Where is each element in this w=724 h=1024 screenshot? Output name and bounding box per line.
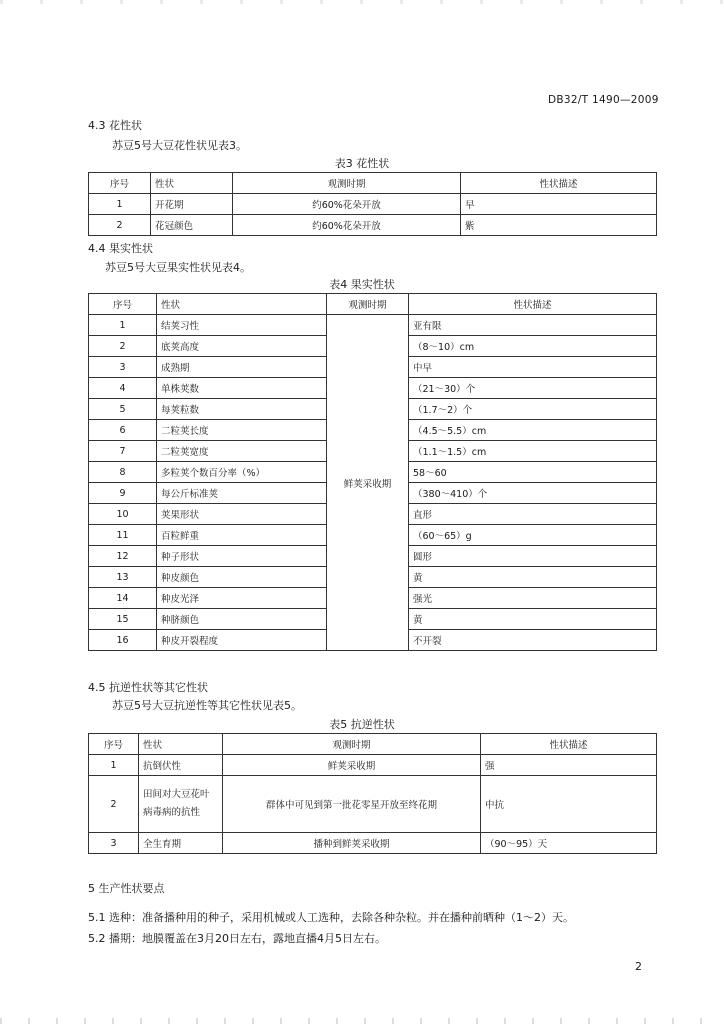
cell-period-merged: 鲜荚采收期 (327, 315, 409, 651)
cell-desc: （90～95）天 (481, 833, 657, 854)
cell-trait: 底荚高度 (157, 336, 327, 357)
cell-no: 3 (89, 833, 139, 854)
header-no: 序号 (89, 734, 139, 755)
cell-no: 1 (89, 755, 139, 776)
cell-desc: 中早 (409, 357, 657, 378)
cell-trait: 全生育期 (139, 833, 223, 854)
cell-trait: 开花期 (151, 194, 233, 215)
cell-no: 2 (89, 776, 139, 833)
table-row (89, 215, 657, 236)
paragraph-5-2: 5.2 播期：地膜覆盖在3月20日左右，露地直播4月5日左右。 (88, 932, 386, 945)
cell-no: 13 (89, 567, 157, 588)
header-desc: 性状描述 (461, 173, 657, 194)
cell-desc: 中抗 (481, 776, 657, 833)
cell-desc: 早 (461, 194, 657, 215)
scan-edge-top (0, 0, 724, 4)
cell-trait: 种子形状 (157, 546, 327, 567)
cell-trait: 每荚粒数 (157, 399, 327, 420)
cell-desc: （1.7～2）个 (409, 399, 657, 420)
header-trait: 性状 (157, 294, 327, 315)
cell-trait: 结荚习性 (157, 315, 327, 336)
cell-trait: 抗倒伏性 (139, 755, 223, 776)
cell-trait: 花冠颜色 (151, 215, 233, 236)
cell-no: 9 (89, 483, 157, 504)
header-no: 序号 (89, 294, 157, 315)
table-5-caption: 表5 抗逆性状 (329, 718, 395, 731)
table-header-row (89, 294, 657, 315)
cell-desc: （60～65）g (409, 525, 657, 546)
table-3-caption: 表3 花性状 (334, 157, 390, 170)
section-5-heading: 5 生产性状要点 (88, 882, 165, 895)
table-row (89, 833, 657, 854)
cell-desc: （1.1～1.5）cm (409, 441, 657, 462)
cell-no: 7 (89, 441, 157, 462)
cell-trait: 单株荚数 (157, 378, 327, 399)
cell-no: 3 (89, 357, 157, 378)
cell-trait: 种皮颜色 (157, 567, 327, 588)
cell-no: 2 (89, 215, 151, 236)
cell-trait: 成熟期 (157, 357, 327, 378)
cell-no: 8 (89, 462, 157, 483)
cell-desc: 圆形 (409, 546, 657, 567)
cell-period: 鲜荚采收期 (223, 755, 481, 776)
table-header-row (89, 173, 657, 194)
cell-no: 4 (89, 378, 157, 399)
cell-trait: 二粒荚宽度 (157, 441, 327, 462)
header-desc: 性状描述 (409, 294, 657, 315)
section-4-3-intro: 苏豆5号大豆花性状见表3。 (112, 139, 247, 152)
table-3 (88, 172, 657, 236)
cell-desc: 直形 (409, 504, 657, 525)
cell-desc: 强光 (409, 588, 657, 609)
cell-no: 6 (89, 420, 157, 441)
header-period: 观测时期 (223, 734, 481, 755)
cell-no: 16 (89, 630, 157, 651)
cell-trait: 田间对大豆花叶病毒病的抗性 (139, 776, 223, 833)
table-row (89, 776, 657, 833)
table-row (89, 755, 657, 776)
header-desc: 性状描述 (481, 734, 657, 755)
header-trait: 性状 (151, 173, 233, 194)
cell-trait: 每公斤标准荚 (157, 483, 327, 504)
cell-no: 11 (89, 525, 157, 546)
cell-trait: 荚果形状 (157, 504, 327, 525)
section-4-3-heading: 4.3 花性状 (88, 119, 142, 132)
cell-desc: 紫 (461, 215, 657, 236)
cell-no: 15 (89, 609, 157, 630)
cell-trait: 种脐颜色 (157, 609, 327, 630)
cell-trait: 多粒荚个数百分率（%） (157, 462, 327, 483)
cell-desc: 黄 (409, 609, 657, 630)
section-4-4-intro: 苏豆5号大豆果实性状见表4。 (105, 261, 251, 274)
header-trait: 性状 (139, 734, 223, 755)
header-no: 序号 (89, 173, 151, 194)
scan-edge-bottom (0, 1018, 724, 1024)
page-number: 2 (635, 960, 642, 973)
cell-desc: （380～410）个 (409, 483, 657, 504)
table-row (89, 315, 657, 336)
cell-no: 2 (89, 336, 157, 357)
cell-no: 10 (89, 504, 157, 525)
table-4-caption: 表4 果实性状 (329, 278, 395, 291)
section-4-5-intro: 苏豆5号大豆抗逆性等其它性状见表5。 (112, 699, 302, 712)
cell-desc: 黄 (409, 567, 657, 588)
cell-trait: 二粒荚长度 (157, 420, 327, 441)
section-4-5-heading: 4.5 抗逆性状等其它性状 (88, 681, 208, 694)
cell-no: 1 (89, 194, 151, 215)
cell-period: 约60%花朵开放 (233, 194, 461, 215)
cell-no: 14 (89, 588, 157, 609)
cell-period: 群体中可见到第一批花零星开放至终花期 (223, 776, 481, 833)
cell-trait: 种皮开裂程度 (157, 630, 327, 651)
cell-no: 12 (89, 546, 157, 567)
header-period: 观测时期 (327, 294, 409, 315)
cell-desc: 强 (481, 755, 657, 776)
cell-desc: 不开裂 (409, 630, 657, 651)
cell-desc: （8～10）cm (409, 336, 657, 357)
paragraph-5-1: 5.1 选种：准备播种用的种子，采用机械或人工选种，去除各种杂粒。并在播种前晒种（1～2）天。 (88, 911, 574, 924)
table-4 (88, 293, 657, 651)
cell-trait: 种皮光泽 (157, 588, 327, 609)
cell-desc: 亚有限 (409, 315, 657, 336)
cell-desc: （4.5～5.5）cm (409, 420, 657, 441)
cell-no: 5 (89, 399, 157, 420)
cell-trait: 百粒鲜重 (157, 525, 327, 546)
table-row (89, 194, 657, 215)
cell-period: 约60%花朵开放 (233, 215, 461, 236)
section-4-4-heading: 4.4 果实性状 (88, 242, 153, 255)
header-period: 观测时期 (233, 173, 461, 194)
cell-desc: （21～30）个 (409, 378, 657, 399)
standard-code: DB32/T 1490—2009 (548, 94, 659, 106)
cell-no: 1 (89, 315, 157, 336)
table-5 (88, 733, 657, 854)
cell-period: 播种到鲜荚采收期 (223, 833, 481, 854)
cell-desc: 58～60 (409, 462, 657, 483)
table-header-row (89, 734, 657, 755)
